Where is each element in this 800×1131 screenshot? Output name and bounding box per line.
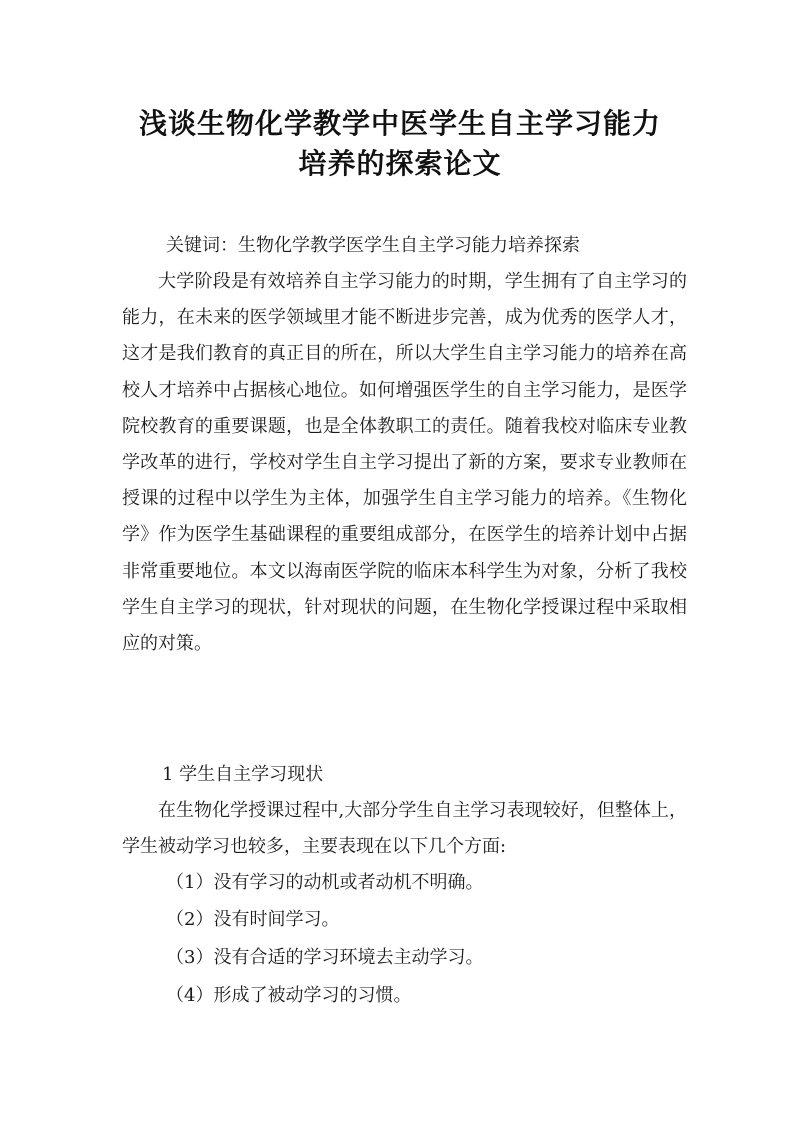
section-1-heading: 1 学生自主学习现状: [162, 764, 324, 785]
list-item: （4）形成了被动学习的习惯。: [166, 985, 412, 1006]
document-title-line-2: 培养的探索论文: [298, 147, 502, 180]
list-item: （3）没有合适的学习环境去主动学习。: [166, 947, 484, 968]
intro-paragraph: 大学阶段是有效培养自主学习能力的时期，学生拥有了自主学习的能力，在未来的医学领域里才能不断进步完善，成为优秀的医学人才，这才是我们教育的真正目的所在，所以大学生自主学习能力的培养在高校人才培养中占据核心地位。如何增强医学生的自主学习能力，是医学院校教育的重要课题，也是全体教职工的责任。随着我校对临床专业教学改革的进行，学校对学生自主学习提出了新的方案，要求专业教师在授课的过程中以学生为主体，加强学生自主学习能力的培养。《生物化学》作为医学生基础课程的重要组成部分，在医学生的培养计划中占据非常重要地位。本文以海南医学院的临床本科学生为对象，分析了我校学生自主学习的现状，针对现状的问题，在生物化学授课过程中采取相应的对策。: [122, 271, 687, 655]
section-1-paragraph: 在生物化学授课过程中,大部分学生自主学习表现较好，但整体上，学生被动学习也较多，主要表现在以下几个方面:: [122, 800, 687, 858]
keywords-line: 关键词：生物化学教学医学生自主学习能力培养探索: [166, 235, 580, 256]
list-item: （2）没有时间学习。: [166, 909, 340, 930]
list-item: （1）没有学习的动机或者动机不明确。: [166, 872, 484, 893]
document-title-line-1: 浅谈生物化学教学中医学生自主学习能力: [138, 107, 661, 140]
